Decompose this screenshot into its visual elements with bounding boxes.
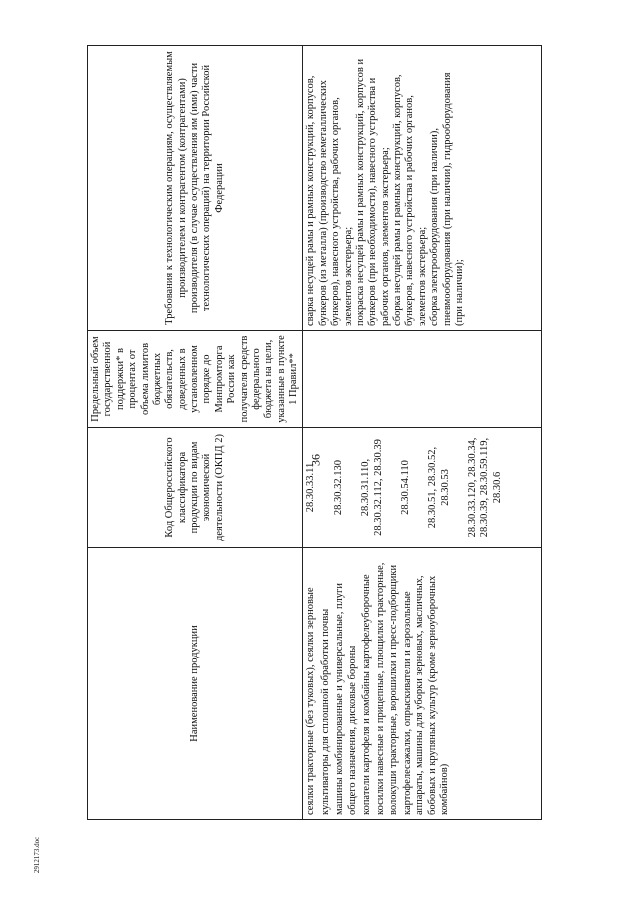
okpd2-code-cell [303,428,542,548]
product-name: культиваторы для сплошной обработки почвы [319,608,331,815]
header-support-limit: Предельный объем государственной поддержки* в процентах от объема лимитов бюджетных обязательств, доведенных в установленном порядке до Минпромторга России как получателя средств федерального бюджета на цели, указанные в пункте 1 Правил** [88,331,303,428]
okpd2-code: 28.30.31.110, [360,458,372,517]
product-name-cell [303,548,542,820]
okpd2-code: 28.30.54.110 [399,460,411,515]
header-okpd2-code: Код Общероссийского классификатора продукции по видам экономической деятельности (ОКПД 2) [88,428,303,548]
page-number: 36 [308,454,323,466]
okpd2-code: 28.30.33.120, 28.30.34, [467,437,478,538]
table-header-row [88,46,303,820]
okpd2-code: 28.30.39, 28.30.59.119, [479,437,491,538]
requirement-item: сборка несущей рамы и рамных конструкций, корпусов, бункеров, навесного устройства и рабочих органов, элементов экстерьера; [392,74,428,326]
header-requirements: Требования к технологическим операциям, осуществляемым производителем и контрагентом (контрагентами) производителя (в случае осуществления им (ими) части технологических операций) на территории Российской Федерации [88,46,303,331]
requirement-item: сварка несущей рамы и рамных конструкций, корпусов, бункеров (из металла) (производство неметаллических бункеров), навесного устройства, рабочих органов, элементов экстерьера; [305,75,354,326]
footer-file-name: 2912173.doc [33,836,41,874]
product-name: машины комбинированные и универсальные, плуги общего назначения, дисковые бороны [334,583,358,815]
okpd2-code: 28.30.32.130 [332,459,344,516]
okpd2-code: 28.30.51, 28.30.52, [427,446,439,529]
requirement-item: сборка электрооборудования (при наличии), пневмооборудования (при наличии), гидрооборудования (при наличии); [429,72,465,326]
product-name: сеялки тракторные (без туковых), сеялки зерновые [305,587,317,815]
support-limit-cell [303,331,542,428]
product-name: картофелесажалки, опрыскиватели и аэрозольные аппараты, машины для уборки зерновых, масличных, бобовых и крупяных культур (кроме зерноуборочных комбайнов) [402,575,451,815]
products-table-frame [87,45,542,820]
table-row [303,46,542,820]
product-name: копатели картофеля и комбайны картофелеуборочные [360,574,372,815]
requirements-cell [303,46,542,331]
okpd2-code: 28.30.6 [491,471,503,504]
requirement-item: покраска несущей рамы и рамных конструкций, корпусов и бункеров (при необходимости), навесного устройства и рабочих органов, элементов экстерьера; [354,58,391,326]
header-product-name: Наименование продукции [88,548,303,820]
products-table [87,45,542,820]
product-name: косилки навесные и прицепные, плющилки тракторные, волокуши тракторные, ворошилки и пресс-подборщики [375,562,399,815]
okpd2-code: 28.30.33.11 [305,462,317,513]
okpd2-code: 28.30.32.112, 28.30.39 [372,439,384,536]
okpd2-code: 28.30.53 [439,469,451,506]
